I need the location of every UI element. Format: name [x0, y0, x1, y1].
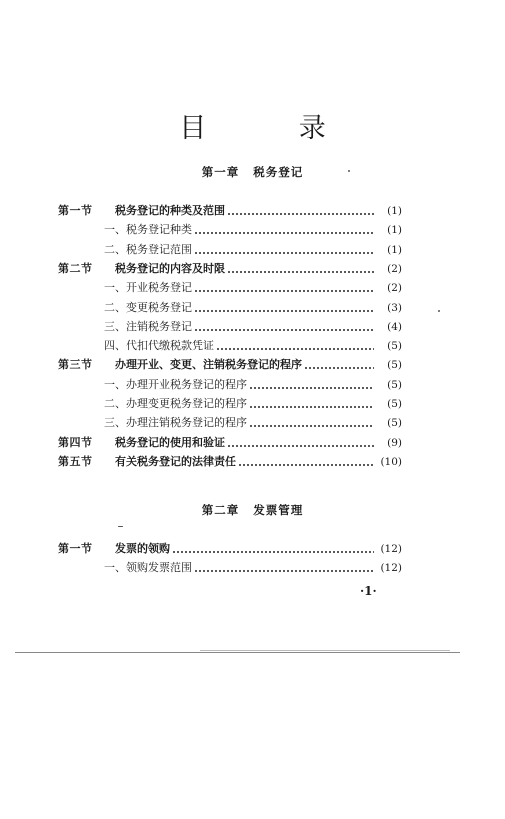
toc-entry [104, 280, 377, 296]
chapter-title: 发票管理 [253, 503, 304, 517]
toc-entry [115, 435, 377, 451]
entry-text: 税务登记的使用和验证 [115, 436, 225, 449]
entry-text: 一、办理开业税务登记的程序 [104, 378, 247, 391]
toc-entry [104, 319, 377, 335]
section-label: 第一节 [58, 542, 93, 555]
page-number: (12) [380, 543, 402, 555]
entry-text: 三、办理注销税务登记的程序 [104, 416, 247, 429]
page-folio: ·1· [360, 584, 377, 598]
chapter-heading-1 [0, 164, 505, 180]
page-number: (12) [380, 562, 402, 574]
page-bottom-rule-faint [200, 650, 450, 651]
dot-leader [172, 551, 374, 553]
dot-leader [238, 464, 374, 466]
toc-entry [115, 357, 377, 373]
toc-entry [104, 300, 377, 316]
toc-row [0, 541, 505, 557]
toc-entry [104, 396, 377, 412]
toc-row [0, 319, 505, 335]
entry-text: 税务登记的种类及范围 [115, 204, 225, 217]
toc-row [0, 435, 505, 451]
page-number: (9) [387, 437, 402, 449]
entry-text: 二、办理变更税务登记的程序 [104, 397, 247, 410]
toc-row [0, 222, 505, 238]
toc-entry [115, 454, 377, 470]
chapter-title: 税务登记 [253, 165, 304, 179]
toc-entry [115, 203, 377, 219]
dot-leader [194, 570, 374, 572]
dot-leader [249, 425, 374, 427]
page-number: (2) [387, 263, 402, 275]
dot-leader [194, 329, 374, 331]
toc-row [0, 300, 505, 316]
scan-speck [348, 170, 350, 172]
dot-leader [227, 445, 374, 447]
dot-leader [194, 290, 374, 292]
entry-text: 二、变更税务登记 [104, 301, 192, 314]
chapter-number: 第二章 [201, 503, 240, 517]
scan-speck [438, 310, 440, 312]
page-number: (10) [380, 456, 402, 468]
toc-row [0, 357, 505, 373]
section-label: 第二节 [58, 262, 93, 275]
toc-row [0, 261, 505, 277]
page-number: (3) [387, 302, 402, 314]
page-number: (1) [387, 224, 402, 236]
entry-text: 有关税务登记的法律责任 [115, 455, 236, 468]
toc-row [0, 560, 505, 576]
page-number: (5) [387, 398, 402, 410]
entry-text: 一、开业税务登记 [104, 281, 192, 294]
toc-row [0, 396, 505, 412]
entry-text: 发票的领购 [115, 542, 170, 555]
section-label: 第四节 [58, 436, 93, 449]
page-number: (1) [387, 205, 402, 217]
toc-entry [115, 261, 377, 277]
toc-entry [104, 415, 377, 431]
page-number: (2) [387, 282, 402, 294]
chapter-heading-2 [0, 502, 505, 518]
dot-leader [194, 232, 374, 234]
dot-leader [216, 348, 374, 350]
toc-row [0, 454, 505, 470]
dot-leader [249, 406, 374, 408]
toc-entry [104, 560, 377, 576]
page-bottom-rule [15, 652, 460, 653]
dot-leader [304, 367, 374, 369]
toc-row [0, 280, 505, 296]
toc-title: 目 录 [179, 113, 368, 144]
entry-text: 一、领购发票范围 [104, 561, 192, 574]
dot-leader [227, 271, 374, 273]
scan-speck [118, 526, 123, 527]
toc-entry [104, 338, 377, 354]
entry-text: 办理开业、变更、注销税务登记的程序 [115, 358, 302, 371]
dot-leader [194, 252, 374, 254]
entry-text: 三、注销税务登记 [104, 320, 192, 333]
toc-row [0, 415, 505, 431]
page-number: (5) [387, 379, 402, 391]
section-label: 第三节 [58, 358, 93, 371]
section-label: 第一节 [58, 204, 93, 217]
page-number: (5) [387, 340, 402, 352]
page-number: (5) [387, 417, 402, 429]
page-number: (5) [387, 359, 402, 371]
toc-entry [104, 377, 377, 393]
toc-entry [104, 222, 377, 238]
dot-leader [227, 213, 374, 215]
toc-entry [115, 541, 377, 557]
dot-leader [249, 387, 374, 389]
toc-row [0, 338, 505, 354]
entry-text: 二、税务登记范围 [104, 243, 192, 256]
dot-leader [194, 310, 374, 312]
page-number: (4) [387, 321, 402, 333]
section-label: 第五节 [58, 455, 93, 468]
toc-row [0, 377, 505, 393]
toc-row [0, 203, 505, 219]
toc-row [0, 242, 505, 258]
page-number: (1) [387, 244, 402, 256]
toc-entry [104, 242, 377, 258]
entry-text: 一、税务登记种类 [104, 223, 192, 236]
entry-text: 税务登记的内容及时限 [115, 262, 225, 275]
chapter-number: 第一章 [201, 165, 240, 179]
entry-text: 四、代扣代缴税款凭证 [104, 339, 214, 352]
